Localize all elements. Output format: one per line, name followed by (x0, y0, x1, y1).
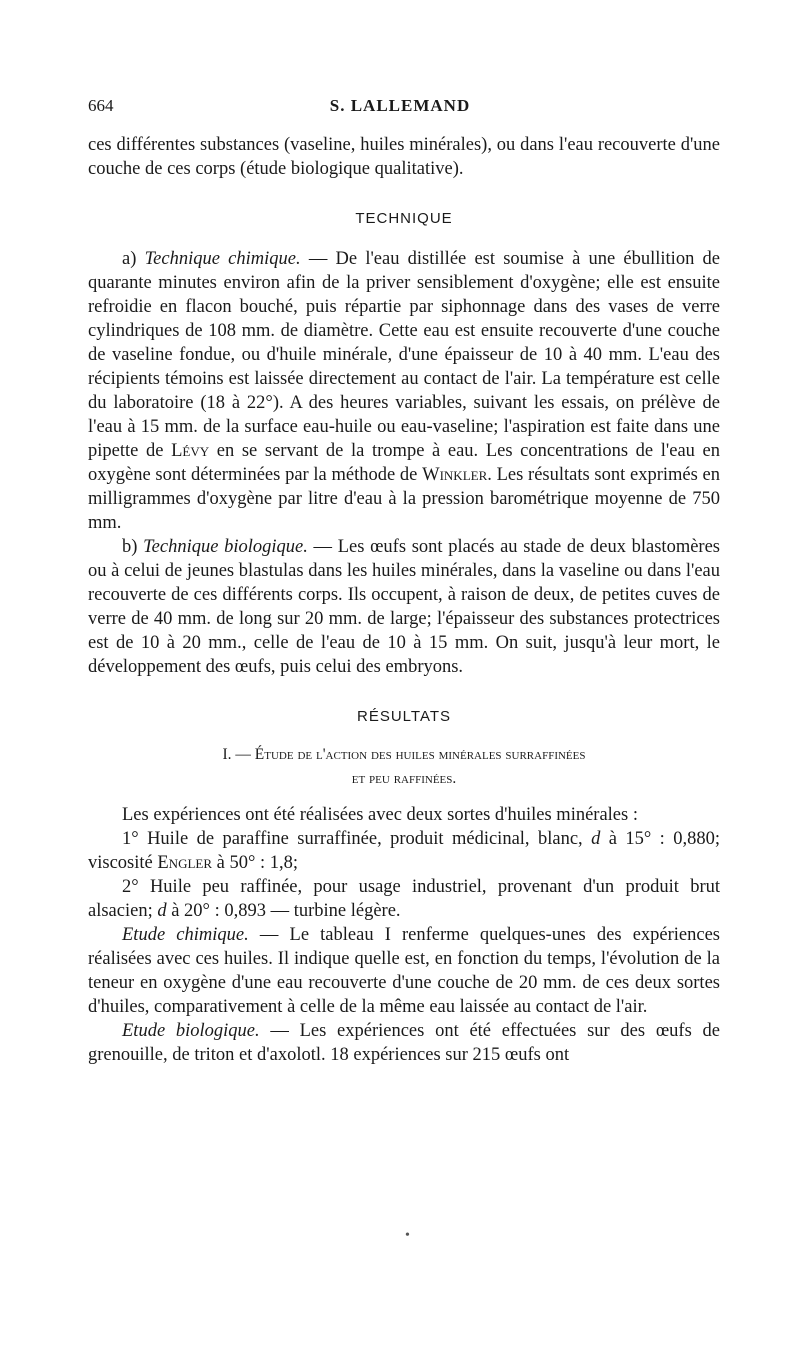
technique-chimique-text-1: — De l'eau distillée est soumise à une ébullition de quarante minutes environ afin de la priver sensiblement d'oxygène; elle est ensuite refroidie en flacon bouché, puis répartie par siphonnage dans des vases de verre cylindriques de 108 mm. de diamètre. Cette eau est ensuite recouverte d'une couche de vaseline fondue, ou d'huile minérale, d'une épaisseur de 10 à 40 mm. L'eau des récipients témoins est laissée directement au contact de l'air. La température est celle du laboratoire (18 à 22°). A des heures variables, suivant les essais, on prélève de l'eau à 15 mm. de la surface eau-huile ou eau-vaseline; l'aspiration est faite dans une pipette de (88, 249, 720, 461)
technique-chimique-text-2: en se servant de la trompe à eau. Les concentrations de l'eau en oxygène sont déterminées par la méthode de (88, 441, 720, 485)
etude-biologique-paragraph (88, 1019, 720, 1067)
label-a: a) (122, 249, 145, 269)
technique-chimique-title: Technique chimique. (144, 249, 301, 269)
running-title: S. LALLEMAND (329, 96, 471, 115)
oil-1-density-symbol: d (591, 829, 601, 849)
oil-1-paragraph (88, 827, 720, 875)
etude-chimique-text: — Le tableau I renferme quelques-unes des expériences réalisées avec ces huiles. Il indique quelle est, en fonction du temps, l'évolution de la teneur en oxygène d'une eau recouverte d'une couche de 20 mm. de ces deux sortes d'huiles, comparativement à celle de la même eau laissée au contact de l'air. (88, 925, 720, 1017)
subheading-line-2: et peu raffinées. (351, 770, 457, 787)
experiments-intro: Les expériences ont été réalisées avec deux sortes d'huiles minérales : (122, 805, 638, 825)
page-header (88, 96, 712, 122)
oil-1-text-1: 1° Huile de paraffine surraffinée, produit médicinal, blanc, (122, 829, 592, 849)
oil-1-text-2: à 15° : 0,880; viscosité (88, 829, 721, 873)
oil-2-text-1: 2° Huile peu raffinée, pour usage industriel, provenant d'un produit brut alsacien; (88, 877, 720, 921)
ink-speck: • (405, 1228, 410, 1243)
oil-2-paragraph (88, 875, 720, 923)
technique-biologique-title: Technique biologique. (143, 537, 308, 557)
oil-1-text-3: à 50° : 1,8; (212, 853, 299, 873)
etude-chimique-paragraph (88, 923, 720, 1019)
winkler-name: Winkler (422, 465, 488, 485)
results-heading: RÉSULTATS (356, 708, 451, 725)
technique-biologique-text: — Les œufs sont placés au stade de deux blastomères ou à celui de jeunes blastulas dans les huiles minérales, dans la vaseline ou dans l'eau recouverte de ces différents corps. Ils occupent, à raison de deux, de petites cuves de verre de 40 mm. de long sur 20 mm. de large; l'épaisseur des substances protectrices est de 10 à 20 mm., celle de l'eau de 10 à 15 mm. On suit, jusqu'à leur mort, le développement des œufs, puis celui des embryons. (88, 537, 720, 677)
etude-biologique-text: — Les expériences ont été effectuées sur des œufs de grenouille, de triton et d'axolotl. 18 expériences sur 215 œufs ont (88, 1021, 720, 1065)
page-body (88, 133, 720, 1067)
engler-name: Engler (157, 853, 213, 873)
subheading-line-1: I. — Étude de l'action des huiles minérales surraffinées (222, 746, 586, 763)
technique-chimique-text-3: . Les résultats sont exprimés en milligrammes d'oxygène par litre d'eau à la pression barométrique moyenne de 750 mm. (88, 465, 720, 533)
label-b: b) (122, 537, 144, 557)
etude-chimique-title: Etude chimique. (122, 925, 249, 945)
oil-2-density-symbol: d (157, 901, 167, 921)
levy-name: Lévy (171, 441, 210, 461)
technique-chimique-paragraph (88, 247, 720, 535)
page-number: 664 (88, 96, 114, 115)
oil-2-text-2: à 20° : 0,893 — turbine légère. (166, 901, 401, 921)
etude-biologique-title: Etude biologique. (122, 1021, 260, 1041)
technique-heading: TECHNIQUE (355, 210, 453, 227)
intro-paragraph: ces différentes substances (vaseline, huiles minérales), ou dans l'eau recouverte d'une couche de ces corps (étude biologique qualitative). (88, 135, 720, 179)
technique-biologique-paragraph (88, 535, 720, 679)
